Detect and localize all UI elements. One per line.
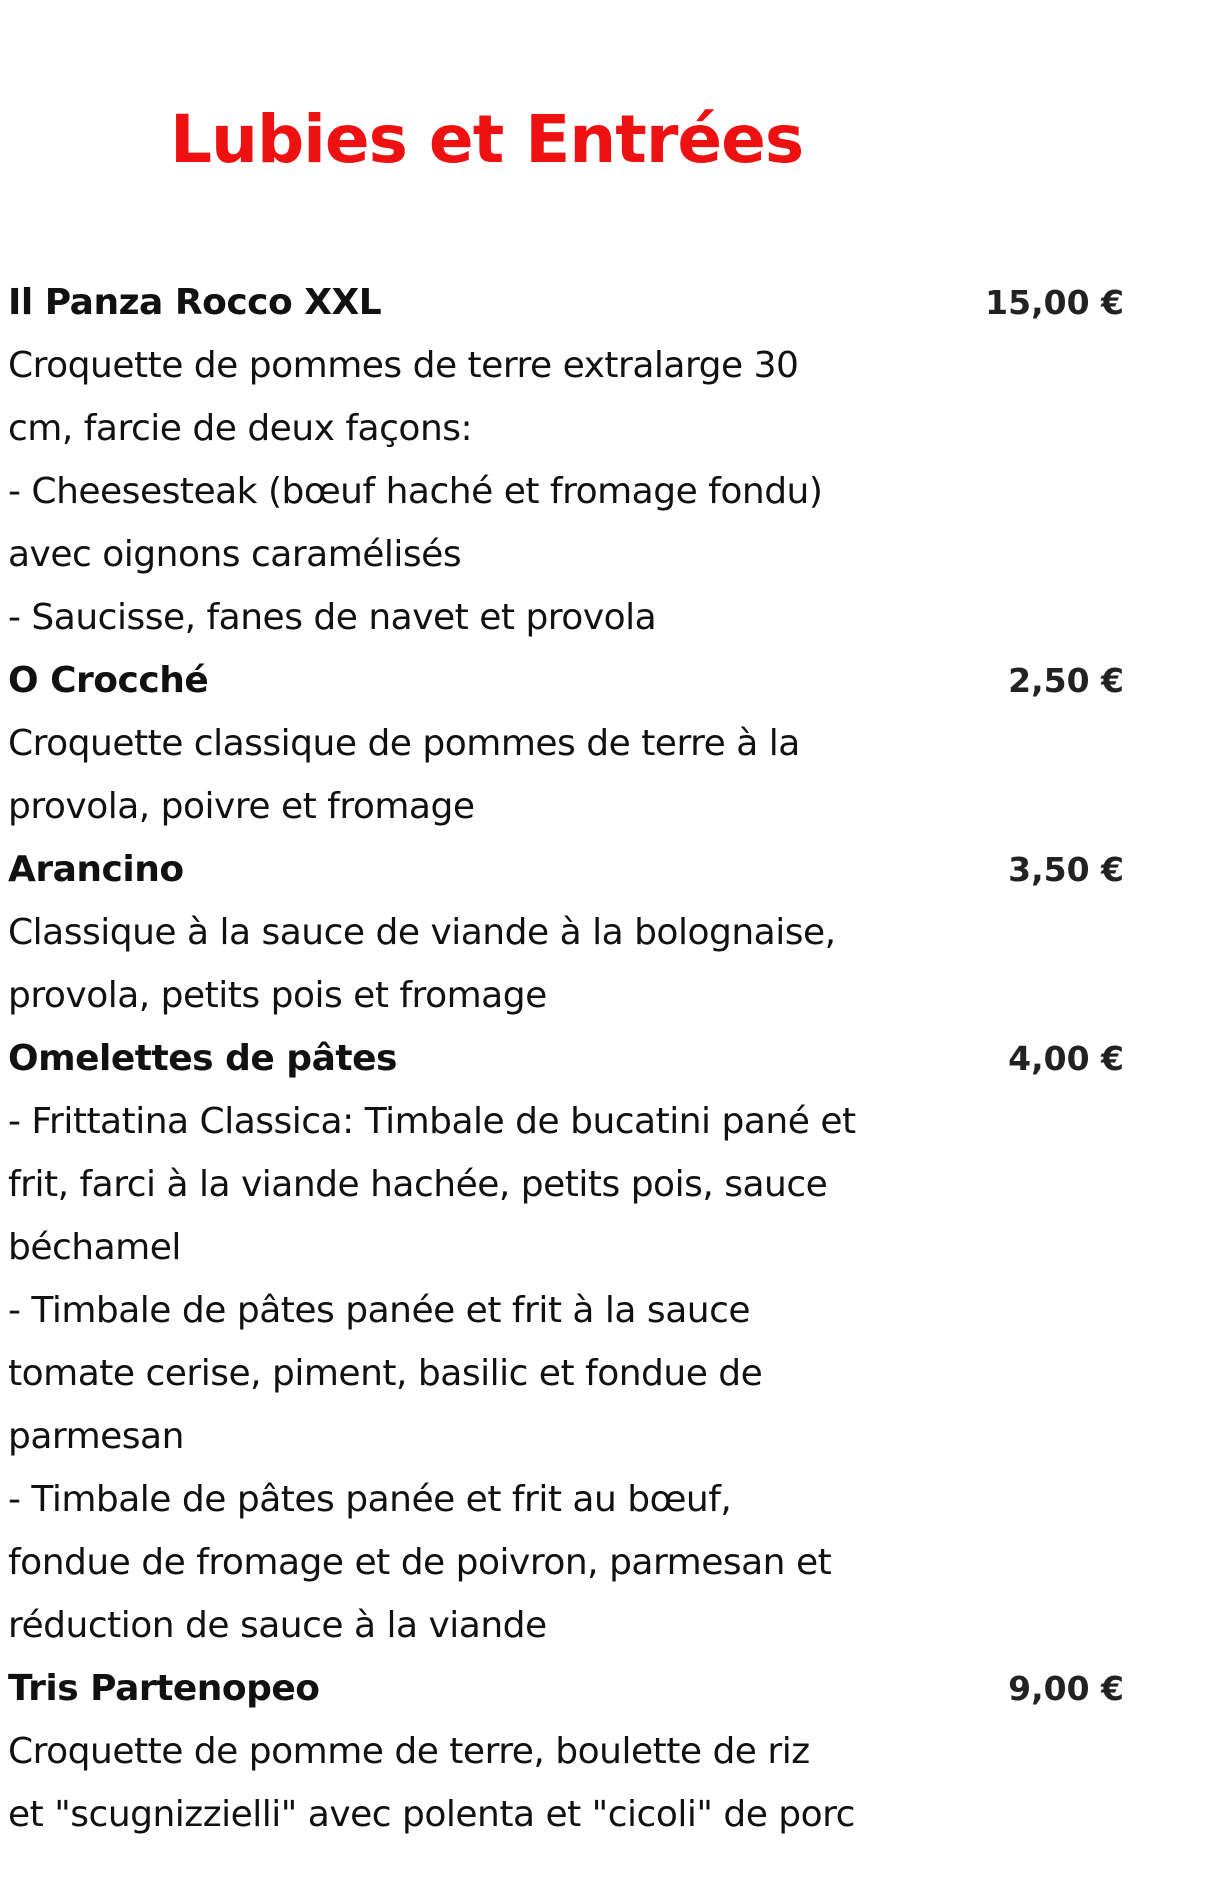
item-description-line: avec oignons caramélisés [8, 534, 462, 575]
item-description-line: fondue de fromage et de poivron, parmesan et [8, 1542, 832, 1583]
item-description-line: - Cheesesteak (bœuf haché et fromage fondu) [8, 471, 823, 512]
item-price: 2,50 € [1008, 661, 1124, 700]
item-description-line: parmesan [8, 1416, 184, 1457]
item-description-line: provola, petits pois et fromage [8, 975, 547, 1016]
item-name: O Crocché [8, 660, 209, 701]
item-name: Arancino [8, 849, 184, 890]
item-price: 15,00 € [985, 283, 1124, 322]
item-name: Omelettes de pâtes [8, 1038, 397, 1079]
item-description-line: - Timbale de pâtes panée et frit au bœuf, [8, 1479, 732, 1520]
item-name: Il Panza Rocco XXL [8, 282, 382, 323]
item-price: 9,00 € [1008, 1669, 1124, 1708]
item-description-line: réduction de sauce à la viande [8, 1605, 547, 1646]
item-description-line: Croquette de pommes de terre extralarge 30 [8, 345, 799, 386]
item-name: Tris Partenopeo [8, 1668, 320, 1709]
item-description-line: béchamel [8, 1227, 181, 1268]
menu-item [8, 271, 1124, 649]
item-description-line: Croquette classique de pommes de terre à la [8, 723, 800, 764]
menu-list [8, 271, 1124, 1846]
item-description-line: - Saucisse, fanes de navet et provola [8, 597, 657, 638]
item-description-line: cm, farcie de deux façons: [8, 408, 473, 449]
menu-item [8, 838, 1124, 1027]
item-description-line: Croquette de pomme de terre, boulette de riz [8, 1731, 810, 1772]
item-description-line: tomate cerise, piment, basilic et fondue de [8, 1353, 763, 1394]
item-description-line: et "scugnizzielli" avec polenta et "cicoli" de porc [8, 1794, 855, 1835]
page-title: Lubies et Entrées [170, 101, 804, 178]
item-price: 3,50 € [1008, 850, 1124, 889]
item-description-line: provola, poivre et fromage [8, 786, 475, 827]
item-description-line: - Timbale de pâtes panée et frit à la sauce [8, 1290, 751, 1331]
menu-item [8, 1657, 1124, 1846]
menu-item [8, 1027, 1124, 1657]
item-price: 4,00 € [1008, 1039, 1124, 1078]
menu-item [8, 649, 1124, 838]
item-description-line: - Frittatina Classica: Timbale de bucatini pané et [8, 1101, 856, 1142]
item-description-line: Classique à la sauce de viande à la bolognaise, [8, 912, 836, 953]
item-description-line: frit, farci à la viande hachée, petits pois, sauce [8, 1164, 828, 1205]
